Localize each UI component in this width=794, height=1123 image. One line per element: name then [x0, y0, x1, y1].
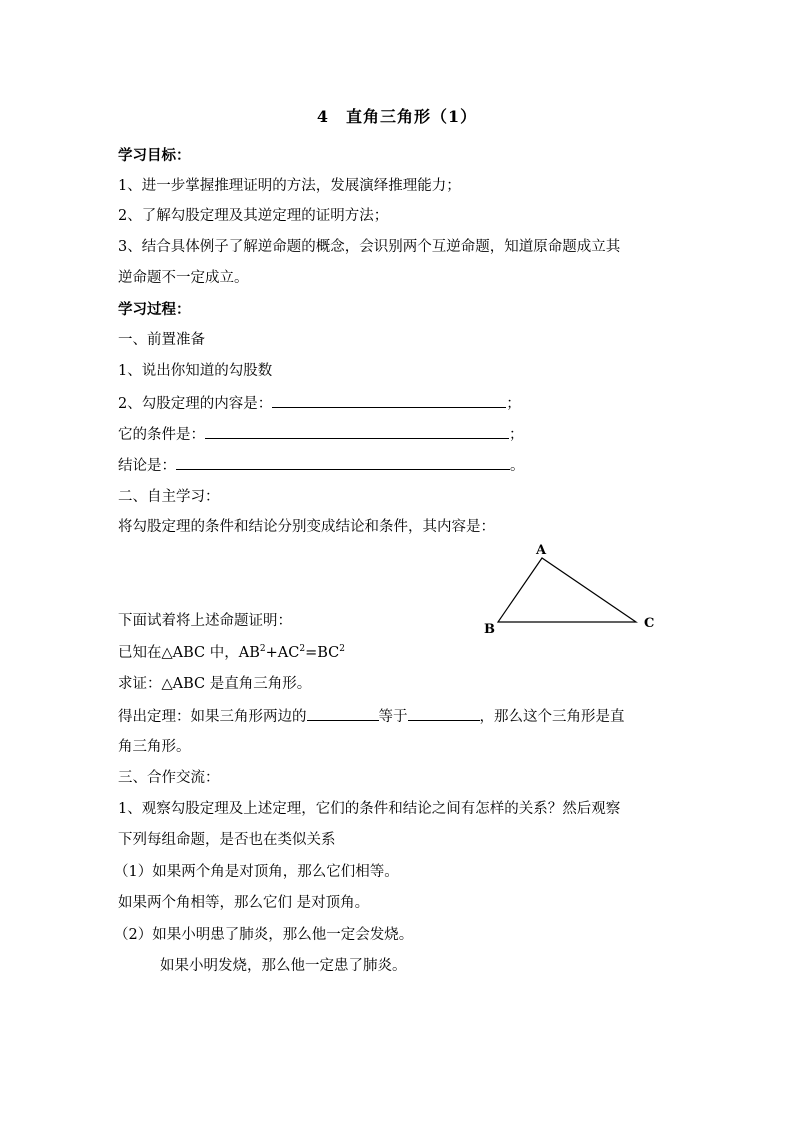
example-1a: （1）如果两个角是对顶角，那么它们相等。	[114, 864, 399, 880]
part3-q1-line1: 1、观察勾股定理及上述定理，它们的条件和结论之间有怎样的关系？然后观察	[118, 801, 621, 817]
condition-end: ；	[509, 427, 524, 443]
part2-intro: 将勾股定理的条件和结论分别变成结论和条件，其内容是：	[118, 519, 495, 535]
q2-label: 2、勾股定理的内容是：	[118, 396, 273, 412]
vertex-label-a: A	[536, 543, 547, 558]
part1-conclusion	[118, 455, 525, 476]
part2-theorem: 得出定理：如果三角形两边的 等于 ，那么这个三角形是直	[118, 706, 625, 727]
theorem-blank-1[interactable]	[307, 706, 379, 721]
conclusion-answer-blank[interactable]	[176, 455, 510, 470]
page-title: 4 直角三角形（1）	[316, 107, 478, 126]
part1-condition	[118, 424, 524, 445]
part2-theorem-cont: 角三角形。	[118, 739, 191, 755]
example-2b: 如果小明发烧，那么他一定患了肺炎。	[160, 958, 407, 974]
part1-q1: 1、说出你知道的勾股数	[118, 363, 273, 379]
part2-heading: 二、自主学习：	[118, 489, 220, 505]
part2-prove: 求证：△ABC 是直角三角形。	[118, 676, 312, 692]
part1-heading: 一、前置准备	[118, 332, 205, 348]
goal-item-3: 3、结合具体例子了解逆命题的概念，会识别两个互逆命题，知道原命题成立其	[118, 239, 621, 255]
goal-item-2: 2、了解勾股定理及其逆定理的证明方法；	[118, 208, 389, 224]
part3-q1-line2: 下列每组命题，是否也在类似关系	[118, 832, 336, 848]
goal-item-1: 1、进一步掌握推理证明的方法，发展演绎推理能力；	[118, 178, 461, 194]
vertex-label-b: B	[484, 622, 495, 637]
q2-answer-blank[interactable]	[272, 393, 506, 408]
vertex-label-c: C	[644, 616, 655, 631]
example-2a: （2）如果小明患了肺炎，那么他一定会发烧。	[114, 927, 414, 943]
triangle-diagram	[478, 540, 668, 640]
condition-answer-blank[interactable]	[205, 424, 509, 439]
part2-given: 已知在△ABC 中，$AB^2+AC^2=BC^2$	[118, 644, 345, 661]
part3-heading: 三、合作交流：	[118, 770, 220, 786]
triangle-abc	[498, 558, 636, 622]
part1-q2	[118, 393, 521, 414]
process-heading: 学习过程：	[118, 301, 191, 318]
conclusion-end: 。	[510, 458, 525, 474]
goal-item-3-cont: 逆命题不一定成立。	[118, 270, 249, 286]
condition-label: 它的条件是：	[118, 427, 205, 443]
theorem-blank-2[interactable]	[408, 706, 480, 721]
q2-end: ；	[506, 396, 521, 412]
goals-heading: 学习目标：	[118, 147, 191, 164]
conclusion-label: 结论是：	[118, 458, 176, 474]
example-1b: 如果两个角相等，那么它们 是对顶角。	[118, 895, 370, 911]
part2-prove-intro: 下面试着将上述命题证明：	[118, 613, 292, 629]
